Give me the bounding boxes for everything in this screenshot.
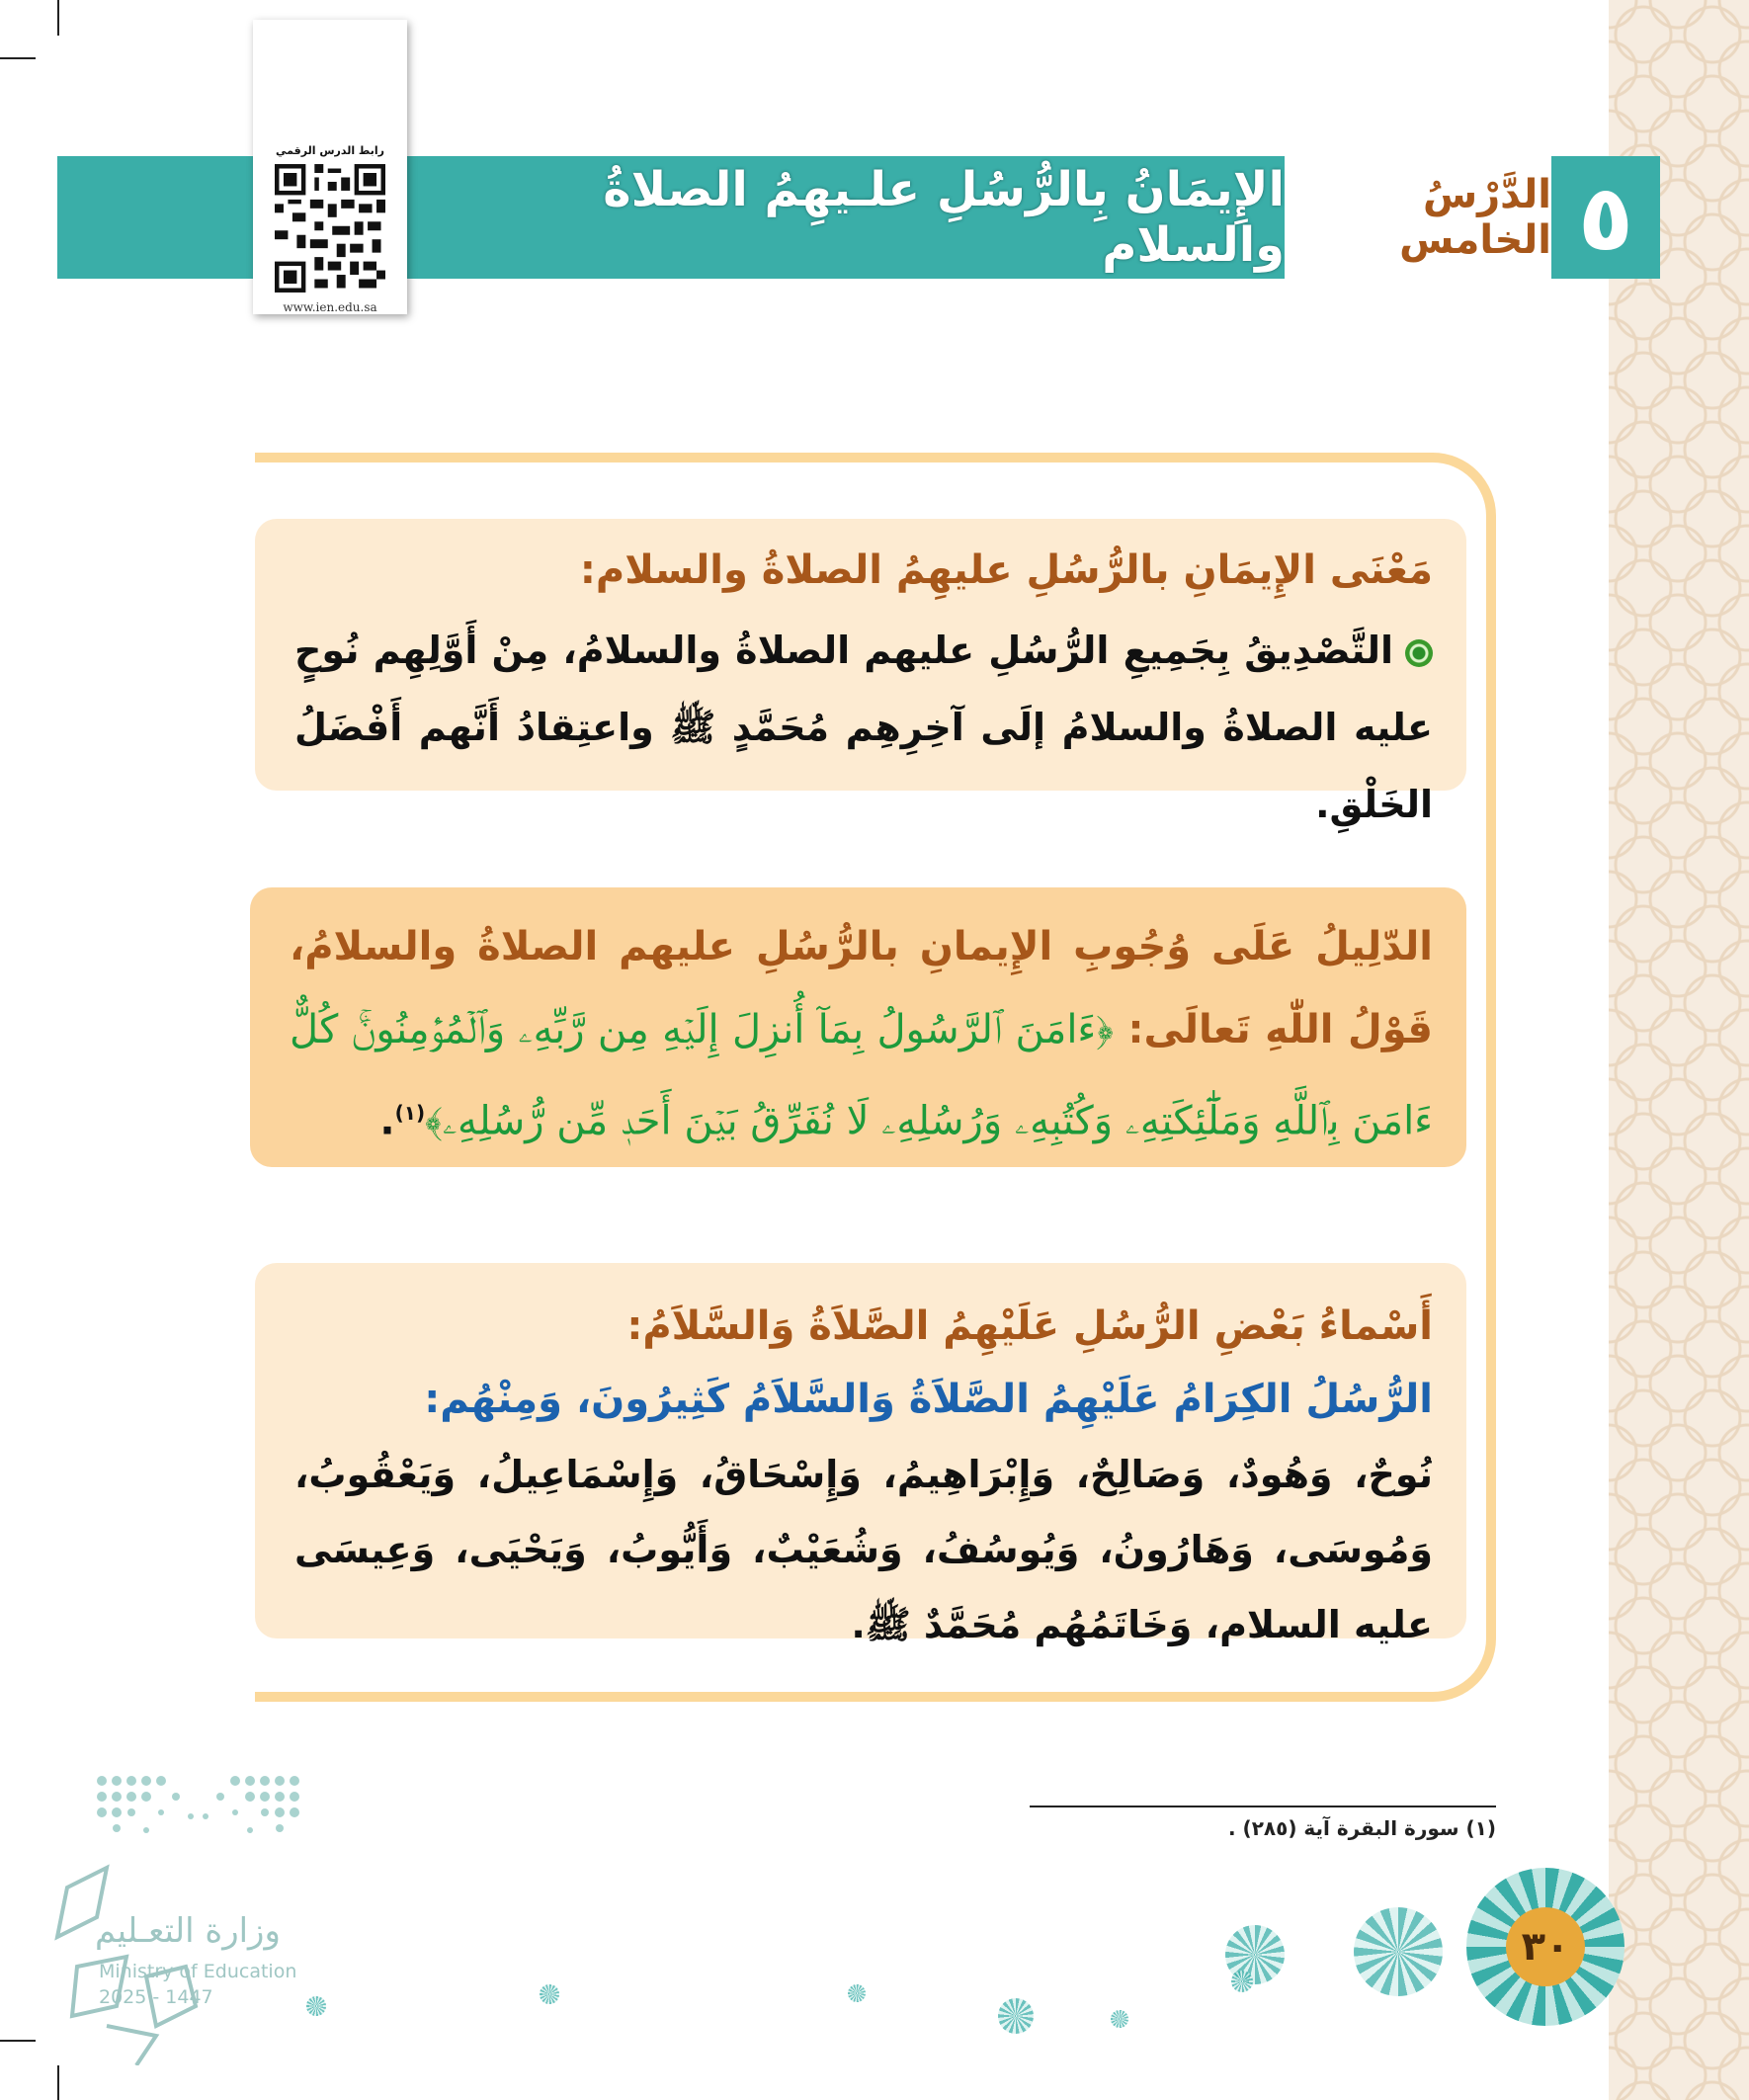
- footnote-ref[interactable]: (١): [394, 1101, 426, 1125]
- quran-verse: ﴿ءَامَنَ ٱلرَّسُولُ بِمَآ أُنزِلَ إِلَيۡهِ مِن رَّبِّهِۦ وَٱلۡمُؤۡمِنُونَۚ كُلٌّ ءَامَنَ بِٱللَّهِ وَمَلَٰٓئِكَتِهِۦ وَكُتُبِهِۦ وَرُسُلِهِۦ لَا نُفَرِّقُ بَيۡنَ أَحَدٖ مِّن رُّسُلِهِۦ﴾: [290, 1007, 1433, 1144]
- qr-label: رابط الدرس الرقمي: [276, 144, 384, 157]
- lesson-number: ٥: [1551, 156, 1660, 279]
- rosette-ornament: [998, 1998, 1034, 2034]
- crop-mark: [57, 2065, 59, 2100]
- meaning-box: [255, 519, 1466, 826]
- lesson-title: الإِيمَانُ بِالرُّسُلِ علـيهِمُ الصلاةُ والسلام: [603, 162, 1285, 273]
- ministry-name-en: Ministry of Education: [99, 1961, 297, 1982]
- lesson-label: الدَّرْسُ الخامس: [1399, 172, 1551, 263]
- qr-code-icon[interactable]: [275, 164, 385, 293]
- meaning-body-container: [294, 612, 1433, 843]
- qr-url[interactable]: www.ien.edu.sa: [283, 300, 377, 314]
- meaning-heading: مَعْنَى الإِيمَانِ بالرُّسُلِ عليهِمُ الصلاةُ والسلام:: [579, 547, 1433, 593]
- footnote-divider: [1030, 1806, 1496, 1807]
- crop-mark: [0, 57, 36, 59]
- ministry-name-ar: وزارة التعـليم: [95, 1911, 281, 1951]
- evidence-end: .: [379, 1098, 395, 1144]
- page-number: ٣٠: [1506, 1907, 1585, 1986]
- crop-mark: [0, 2040, 36, 2042]
- names-intro: الرُّسُلُ الكِرَامُ عَلَيْهِمُ الصَّلاَةُ وَالسَّلاَمُ كَثِيرُونَ، وَمِنْهُم:: [424, 1377, 1433, 1422]
- ministry-year: 2025 - 1447: [99, 1986, 213, 2008]
- rosette-ornament: [540, 1984, 559, 2004]
- rosette-ornament: [1354, 1907, 1443, 1996]
- meaning-body: التَّصْدِيقُ بِجَمِيعِ الرُّسُلِ عليهم الصلاةُ والسلامُ، مِنْ أَوَّلِهِم نُوحٍ عليه الصلاةُ والسلامُ إلَى آخِرِهِم مُحَمَّدٍ ﷺ واعتِقادُ أَنَّهم أَفْضَلُ الخَلْقِ.: [294, 629, 1433, 826]
- evidence-box: [250, 887, 1466, 1167]
- bullet-icon: [1405, 639, 1433, 667]
- side-decorative-pattern: [1609, 0, 1749, 2100]
- names-list: نُوحٌ، وَهُودٌ، وَصَالِحٌ، وَإِبْرَاهِيمُ، وَإِسْحَاقُ، وَإِسْمَاعِيلُ، وَيَعْقُوبُ، وَمُوسَى، وَهَارُونُ، وَيُوسُفُ، وَشُعَيْبٌ، وَأَيُّوبُ، وَيَحْيَى، وَعِيسَى عليه السلام، وَخَاتَمُهُم مُحَمَّدٌ ﷺ.: [294, 1453, 1433, 1646]
- rosette-ornament: [1231, 1971, 1253, 1992]
- evidence-lead: الدّلِيلُ عَلَى وُجُوبِ الإِيمانِ بالرُّسُلِ عليهم الصلاةُ والسلامُ، قَوْلُ اللّٰهِ تَعالَى:: [290, 924, 1433, 1052]
- evidence-paragraph: [290, 905, 1433, 1162]
- crop-mark: [57, 0, 59, 36]
- qr-card[interactable]: [253, 20, 407, 314]
- footnote: (١) سورة البقرة آية (٢٨٥) .: [1227, 1816, 1496, 1840]
- names-box: [255, 1263, 1466, 1646]
- rosette-ornament: [848, 1984, 866, 2002]
- names-heading: أَسْماءُ بَعْضِ الرُّسُلِ عَلَيْهِمُ الصَّلاَةُ وَالسَّلاَمُ:: [626, 1303, 1433, 1349]
- rosette-ornament: [1111, 2010, 1128, 2028]
